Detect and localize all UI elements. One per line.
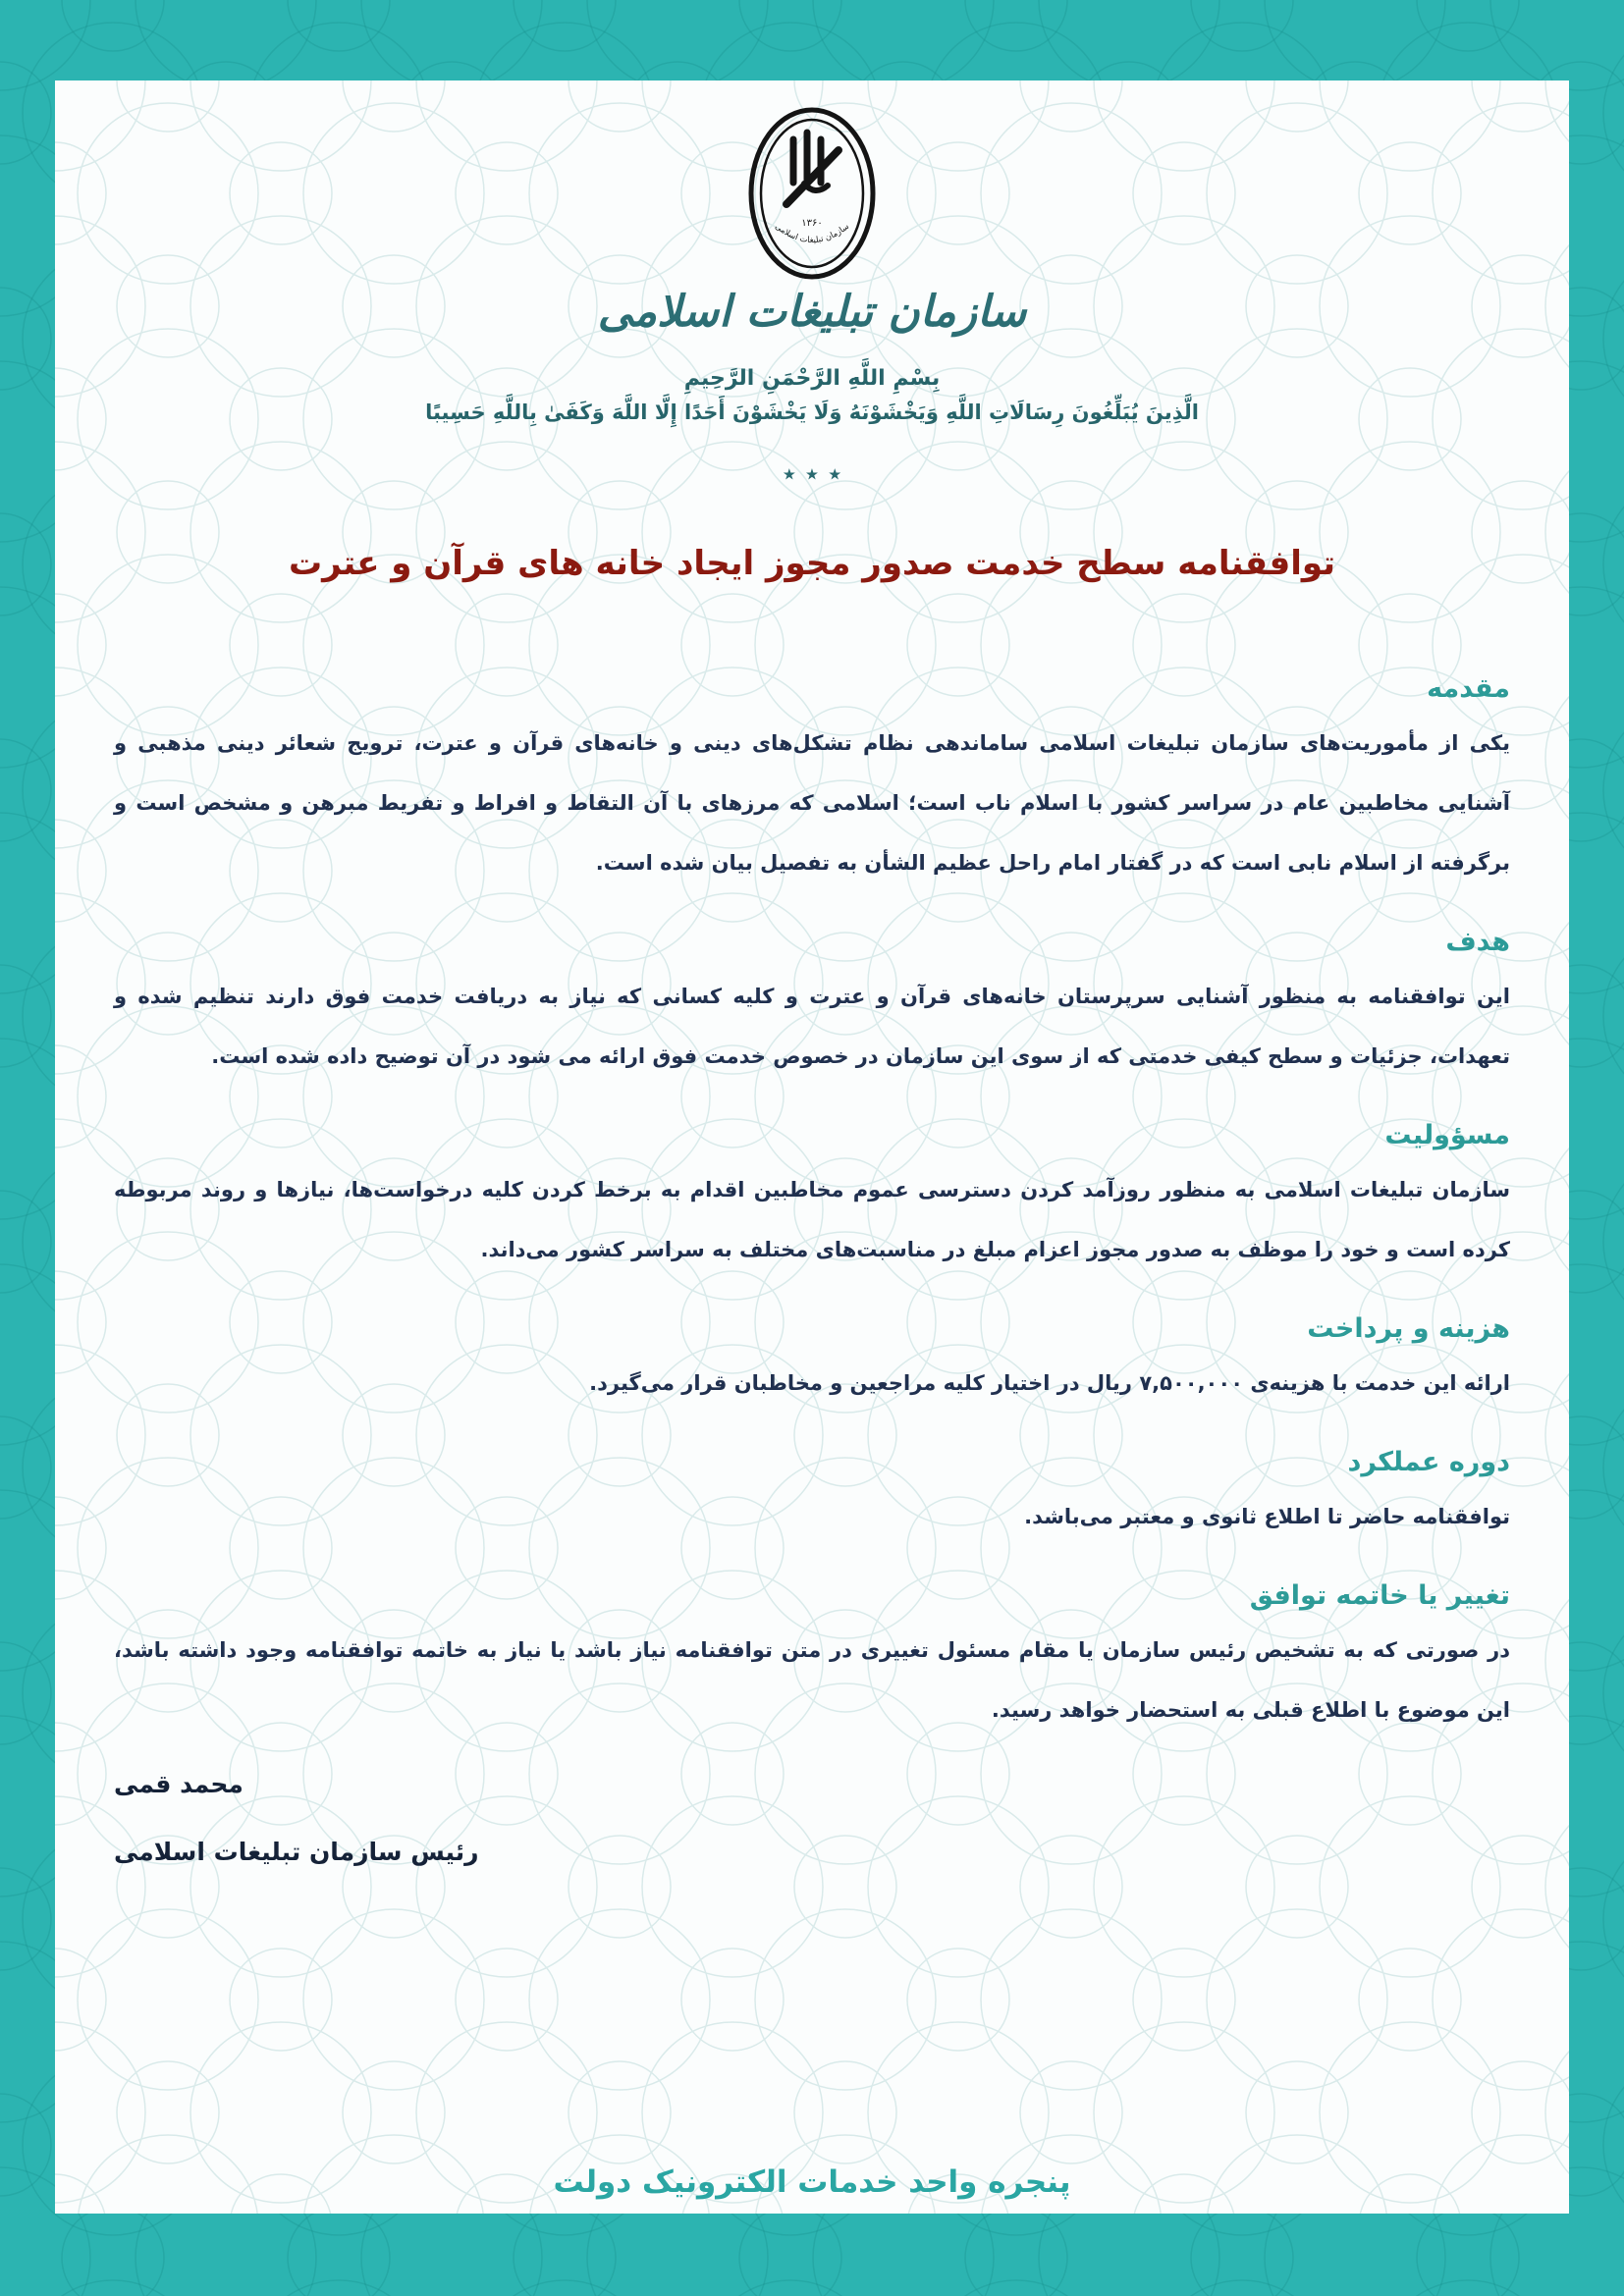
section-introduction bbox=[114, 669, 1510, 893]
organization-calligraphy: سازمان تبلیغات اسلامی bbox=[597, 287, 1027, 337]
organization-emblem-icon bbox=[747, 106, 877, 281]
section-body: ارائه این خدمت با هزینه‌ی ۷,۵۰۰,۰۰۰ ریال در اختیار کلیه مراجعین و مخاطبان قرار می‌گیرد. bbox=[589, 1370, 1510, 1395]
section-responsibility bbox=[114, 1116, 1510, 1280]
signatory-name: محمد قمی bbox=[114, 1769, 244, 1798]
section-heading: مسؤولیت bbox=[1384, 1119, 1510, 1150]
section-heading: هزینه و پرداخت bbox=[1307, 1312, 1510, 1344]
section-heading: هدف bbox=[1445, 926, 1510, 957]
signatory-role: رئیس سازمان تبلیغات اسلامی bbox=[114, 1837, 479, 1866]
ornament-separator: ٭ ٭ ٭ bbox=[782, 459, 842, 489]
section-purpose bbox=[114, 923, 1510, 1087]
section-body: این توافقنامه به منظور آشنایی سرپرستان خانه‌های قرآن و عترت و کلیه کسانی که نیاز به دریافت خدمت فوق دارند تنظیم شده و تعهدات، جزئیات و سطح کیفی خدمتی که از سوی این سازمان در خصوص خدمت فوق ارائه می شود در آن توضیح داده شده است. bbox=[114, 984, 1510, 1068]
section-change-termination bbox=[114, 1576, 1510, 1740]
bismillah-line: بِسْمِ اللَّهِ الرَّحْمَنِ الرَّحِيمِ bbox=[683, 366, 941, 391]
sections-list bbox=[114, 669, 1510, 1740]
logo-block bbox=[114, 106, 1510, 285]
section-body: سازمان تبلیغات اسلامی به منظور روزآمد کردن دسترسی عموم مخاطبین اقدام به برخط کردن کلیه درخواست‌ها، نیازها و روند مربوطه کرده است و خود را موظف به صدور مجوز اعزام مبلغ در مناسبت‌های مختلف به سراسر کشور می‌داند. bbox=[114, 1177, 1510, 1261]
quran-verse-line: الَّذِينَ يُبَلِّغُونَ رِسَالَاتِ اللَّهِ وَيَخْشَوْنَهُ وَلَا يَخْشَوْنَ أَحَدًا إِلَّا اللَّهَ وَكَفَىٰ بِاللَّهِ حَسِيبًا bbox=[425, 400, 1199, 424]
footer-label: پنجره واحد خدمات الکترونیک دولت bbox=[553, 2164, 1071, 2200]
section-body: یکی از مأموریت‌های سازمان تبلیغات اسلامی ساماندهی نظام تشکل‌های دینی و خانه‌های قرآن و عترت، ترویج شعائر دینی مذهبی و آشنایی مخاطبین عام در سراسر کشور با اسلام ناب است؛ اسلامی که مرزهای با آن التقاط و افراط و تفریط مبرهن و مشخص است و برگرفته از اسلام نابی است که در گفتار امام راحل عظیم الشأن به تفصیل بیان شده است. bbox=[114, 731, 1510, 875]
page-body bbox=[55, 80, 1569, 2214]
section-body: در صورتی که به تشخیص رئیس سازمان یا مقام مسئول تغییری در متن توافقنامه نیاز باشد یا نیاز به خاتمه توافقنامه وجود داشته باشد، این موضوع با اطلاع قبلی به استحضار خواهد رسید. bbox=[114, 1637, 1510, 1722]
emblem-year: ۱۳۶۰ bbox=[801, 218, 823, 229]
section-heading: تغییر یا خاتمه توافق bbox=[1249, 1579, 1510, 1611]
section-performance-period bbox=[114, 1443, 1510, 1547]
section-heading: مقدمه bbox=[1427, 673, 1510, 704]
page-title: توافقنامه سطح خدمت صدور مجوز ایجاد خانه های قرآن و عترت bbox=[289, 544, 1335, 583]
signature-block bbox=[114, 1770, 579, 2056]
document-content bbox=[55, 106, 1569, 2056]
section-body: توافقنامه حاضر تا اطلاع ثانوی و معتبر می‌باشد. bbox=[1024, 1504, 1510, 1528]
section-heading: دوره عملکرد bbox=[1347, 1446, 1510, 1477]
section-cost-payment bbox=[114, 1309, 1510, 1414]
emblem-arc-label: سازمان تبلیغات اسلامی bbox=[773, 221, 851, 246]
